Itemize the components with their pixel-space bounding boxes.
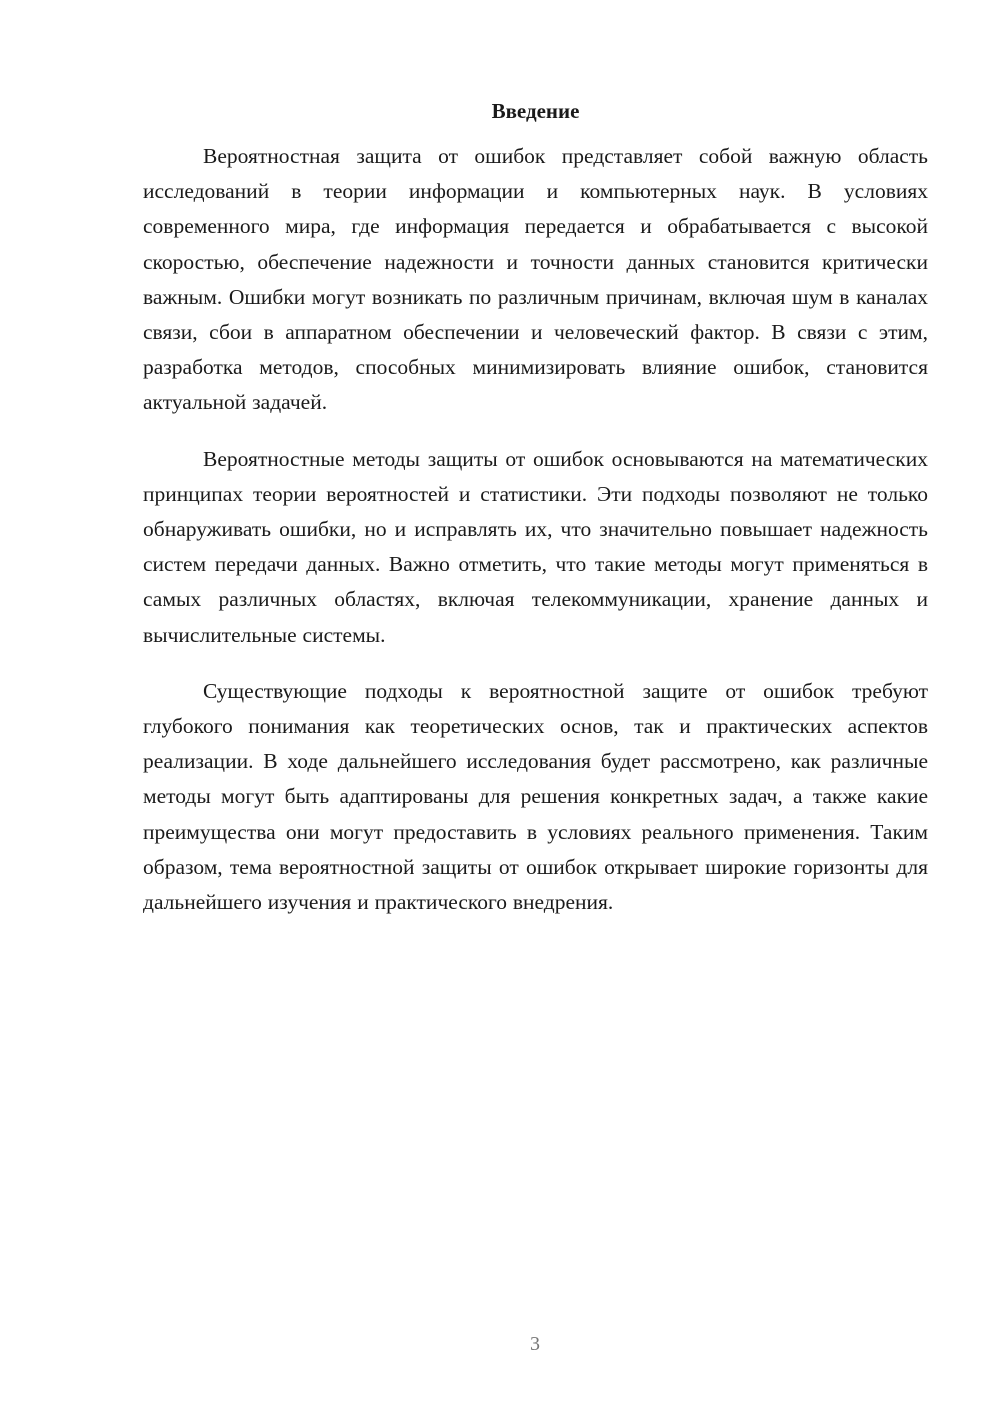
paragraph-1: Вероятностная защита от ошибок представляет собой важную область исследований в теории информации и компьютерных наук. В условиях современного мира, где информация передается и обрабатывается с высокой скоростью, обеспечение надежности и точности данных становится критически важным. Ошибки могут возникать по различным причинам, включая шум в каналах связи, сбои в аппаратном обеспечении и человеческий фактор. В связи с этим, разработка методов, способных минимизировать влияние ошибок, становится актуальной задачей.: [143, 144, 928, 415]
paragraph-2: Вероятностные методы защиты от ошибок основываются на математических принципах теории вероятностей и статистики. Эти подходы позволяют не только обнаруживать ошибки, но и исправлять их, что значительно повышает надежность систем передачи данных. Важно отметить, что такие методы могут применяться в самых различных областях, включая телекоммуникации, хранение данных и вычислительные системы.: [143, 446, 928, 647]
paragraph-3: Существующие подходы к вероятностной защите от ошибок требуют глубокого понимания как теоретических основ, так и практических аспектов реализации. В ходе дальнейшего исследования будет рассмотрено, как различные методы могут быть адаптированы для решения конкретных задач, а также какие преимущества они могут предоставить в условиях реального применения. Таким образом, тема вероятностной защиты от ошибок открывает широкие горизонты для дальнейшего изучения и практического внедрения.: [143, 678, 928, 915]
section-title: Введение: [491, 99, 580, 123]
document-page: [143, 96, 928, 941]
page-number: 3: [530, 1333, 540, 1355]
